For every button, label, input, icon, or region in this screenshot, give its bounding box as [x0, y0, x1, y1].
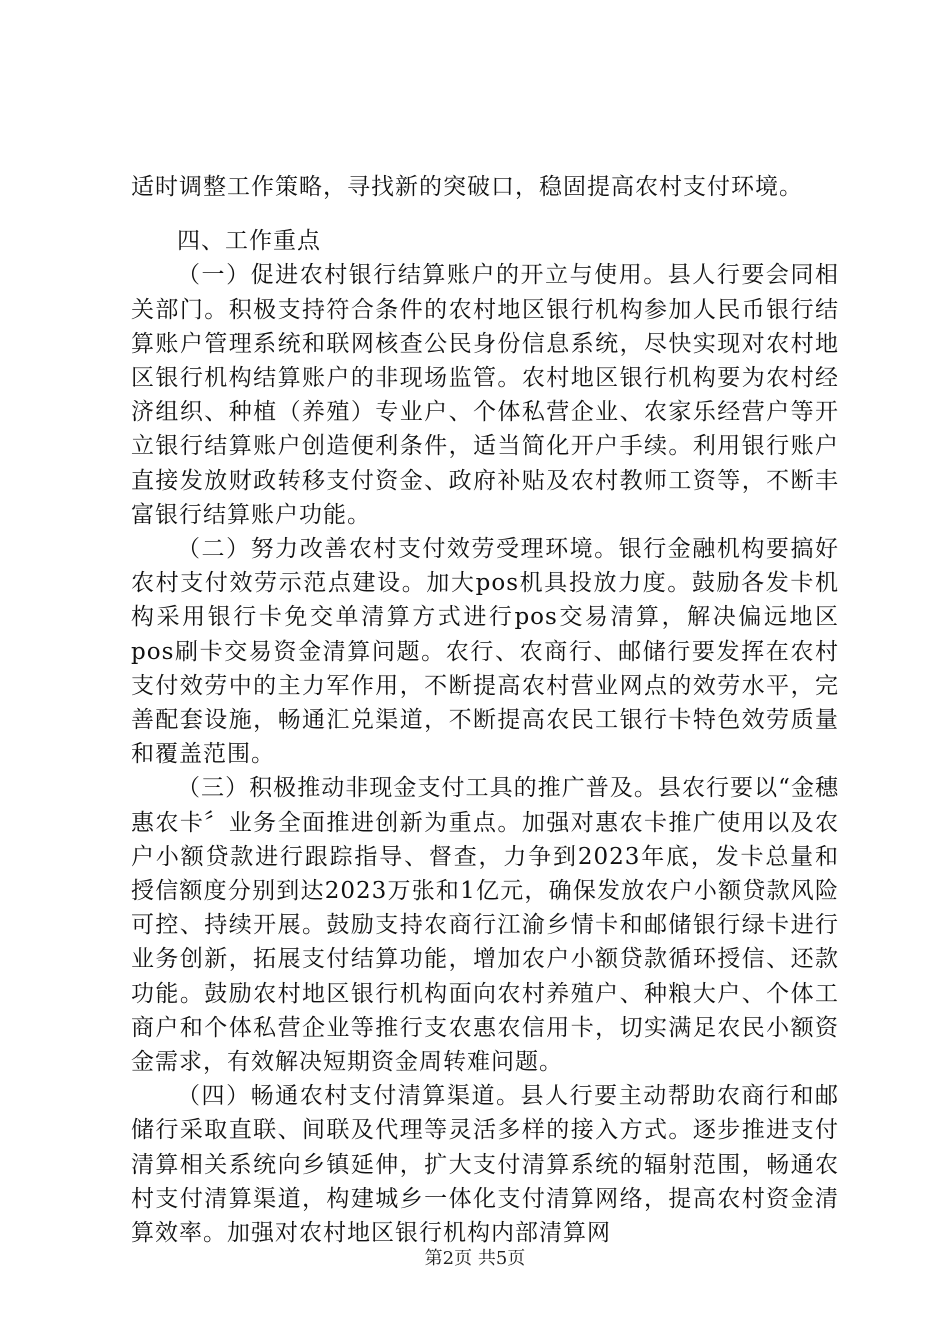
- paragraph-2: （二）努力改善农村支付效劳受理环境。银行金融机构要搞好农村支付效劳示范点建设。加大pos机具投放力度。鼓励各发卡机构采用银行卡免交单清算方式进行pos交易清算，解决偏远地区pos刷卡交易资金清算问题。农行、农商行、邮储行要发挥在农村支付效劳中的主力军作用，不断提高农村营业网点的效劳水平，完善配套设施，畅通汇兑渠道，不断提高农民工银行卡特色效劳质量和覆盖范围。: [131, 536, 839, 768]
- paragraph-4: （四）畅通农村支付清算渠道。县人行要主动帮助农商行和邮储行采取直联、间联及代理等灵活多样的接入方式。逐步推进支付清算相关系统向乡镇延伸，扩大支付清算系统的辐射范围，畅通农村支付清算渠道，构建城乡一体化支付清算网络，提高农村资金清算效率。加强对农村地区银行机构内部清算网: [131, 1083, 839, 1247]
- page-number-label: 第2页 共5页: [424, 1248, 526, 1269]
- paragraph-1: （一）促进农村银行结算账户的开立与使用。县人行要会同相关部门。积极支持符合条件的农村地区银行机构参加人民币银行结算账户管理系统和联网核查公民身份信息系统，尽快实现对农村地区银行机构结算账户的非现场监管。农村地区银行机构要为农村经济组织、种植（养殖）专业户、个体私营企业、农家乐经营户等开立银行结算账户创造便利条件，适当简化开户手续。利用银行账户直接发放财政转移支付资金、政府补贴及农村教师工资等，不断丰富银行结算账户功能。: [131, 262, 839, 528]
- body-text: [131, 170, 839, 1250]
- page-footer: [0, 1244, 950, 1270]
- paragraph-3: （三）积极推动非现金支付工具的推广普及。县农行要以“金穗惠农卡〞业务全面推进创新为重点。加强对惠农卡推广使用以及农户小额贷款进行跟踪指导、督查，力争到2023年底，发卡总量和授信额度分别到达2023万张和1亿元，确保发放农户小额贷款风险可控、持续开展。鼓励支持农商行江渝乡情卡和邮储银行绿卡进行业务创新，拓展支付结算功能，增加农户小额贷款循环授信、还款功能。鼓励农村地区银行机构面向农村养殖户、种粮大户、个体工商户和个体私营企业等推行支农惠农信用卡，切实满足农民小额资金需求，有效解决短期资金周转难问题。: [131, 775, 839, 1076]
- lead-line: 适时调整工作策略，寻找新的突破口，稳固提高农村支付环境。: [131, 174, 803, 200]
- section-heading: 四、工作重点: [177, 228, 321, 255]
